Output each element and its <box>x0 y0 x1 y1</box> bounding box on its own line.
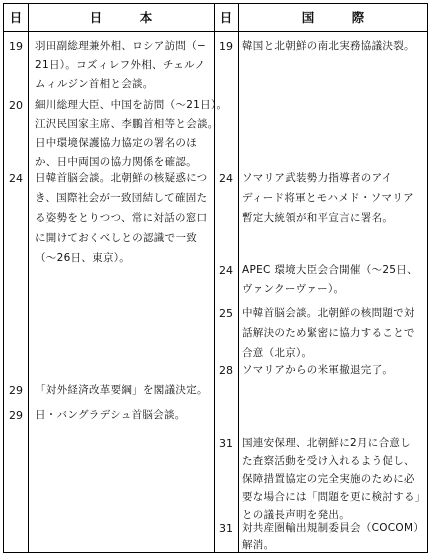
intl-entry-day: 28 <box>219 364 233 377</box>
intl-entry-line: ソマリア武装勢力指導者のアイ <box>242 172 393 184</box>
intl-entry-line: APEC 環境大臣会合開催（〜25日、 <box>242 264 418 276</box>
japan-entry-line: 日韓首脳会談。北朝鮮の核疑惑につ <box>35 172 208 184</box>
japan-entry-line: 羽田副総理兼外相、ロシア訪問（− <box>35 40 207 52</box>
japan-entry-day: 29 <box>9 384 23 397</box>
header-day-left: 日 <box>9 10 23 25</box>
intl-entry-line: ディード将軍とモハメド・ソマリア <box>242 192 414 204</box>
japan-entry-line: （〜26日、東京）。 <box>35 252 131 264</box>
japan-entry-line: 江沢民国家主席、李鵬首相等と会談。 <box>35 118 219 130</box>
intl-entry-line: 合意（北京）。 <box>242 347 313 359</box>
japan-entry-line: 日中環境保護協力協定の署名のほ <box>35 137 197 149</box>
header-international: 国 際 <box>301 10 365 25</box>
column-divider <box>28 4 29 552</box>
japan-entry-line: 日・バングラデシュ首脳会談。 <box>35 409 186 421</box>
intl-entry-line: 解消。 <box>242 539 275 551</box>
intl-entry-day: 24 <box>219 264 233 277</box>
intl-entry-line: との議長声明を発出。 <box>242 509 350 521</box>
intl-entry-line: 韓国と北朝鮮の南北実務協議決裂。 <box>242 40 415 52</box>
intl-entry-day: 31 <box>219 522 233 535</box>
intl-entry-line: 中韓首脳会談。北朝鮮の核問題で対 <box>242 307 415 319</box>
japan-entry-line: ムィルジン首相と会談。 <box>35 78 154 90</box>
intl-entry-day: 24 <box>219 172 233 185</box>
intl-entry-line: 暫定大統領が和平宣言に署名。 <box>242 212 394 224</box>
intl-entry-line: 保障措置協定の完全実施のために必 <box>242 473 415 485</box>
chronology-table <box>3 3 428 553</box>
japan-entry-line: 「対外経済改革要綱」を閣議決定。 <box>35 384 208 396</box>
column-divider <box>238 4 239 552</box>
japan-entry-day: 19 <box>9 40 23 53</box>
japan-entry-day: 20 <box>9 99 23 112</box>
japan-entry-day: 24 <box>9 172 23 185</box>
intl-entry-line: 話解決のため緊密に協力することで <box>242 327 415 339</box>
intl-entry-line: ヴァンクーヴァー）。 <box>242 283 345 295</box>
intl-entry-line: 国連安保理、北朝鮮に2月に合意し <box>242 437 411 449</box>
japan-entry-line: る姿勢をとりつつ、常に対話の窓口 <box>35 212 208 224</box>
header-day-right: 日 <box>219 10 233 25</box>
japan-entry-line: 21日）。コズィレフ外相、チェルノ <box>35 59 206 71</box>
japan-entry-line: 細川総理大臣、中国を訪問（〜21日）。 <box>35 99 228 111</box>
intl-entry-day: 31 <box>219 437 233 450</box>
intl-entry-line: 要な場合には「問題を更に検討する」 <box>242 491 426 503</box>
intl-entry-line: 対共産圏輸出規制委員会（COCOM） <box>242 522 425 534</box>
japan-entry-day: 29 <box>9 409 23 422</box>
intl-entry-line: ソマリアからの米軍撤退完了。 <box>242 364 394 376</box>
japan-entry-line: か、日中両国の協力関係を確認。 <box>35 156 197 168</box>
intl-entry-day: 25 <box>219 307 233 320</box>
intl-entry-line: た査察活動を受け入れるよう促し、 <box>242 455 415 467</box>
header-divider <box>4 31 427 32</box>
japan-entry-line: に開けておくべしとの認識で一致 <box>35 232 197 244</box>
intl-entry-day: 19 <box>219 40 233 53</box>
japan-entry-line: き、国際社会が一致団結して確固た <box>35 192 208 204</box>
header-japan: 日 本 <box>89 10 153 25</box>
